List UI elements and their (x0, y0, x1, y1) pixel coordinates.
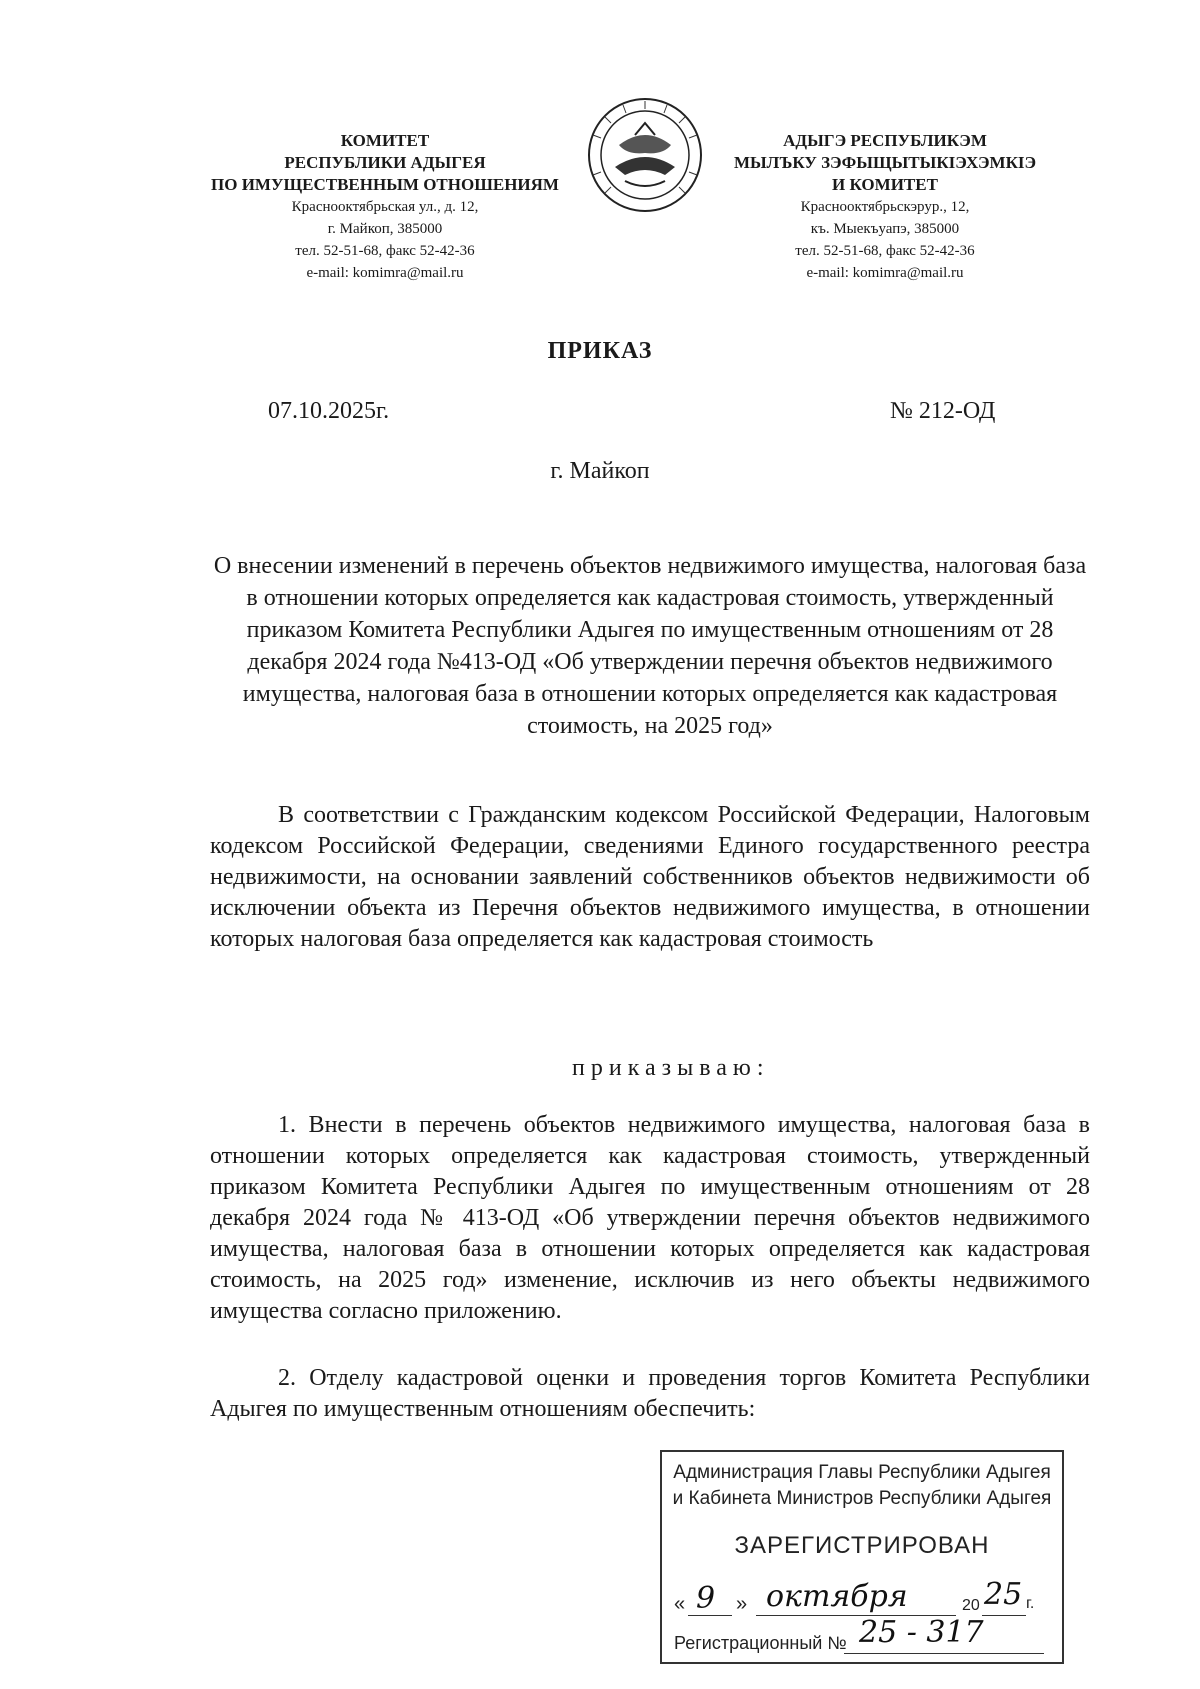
registration-stamp (660, 1450, 1064, 1664)
order-item-2: 2. Отделу кадастровой оценки и проведения торгов Комитета Республики Адыгея по имущественным отношениям обеспечить: (210, 1365, 1090, 1422)
stamp-authority-line: и Кабинета Министров Республики Адыгея (672, 1488, 1052, 1509)
intro-paragraph: В соответствии с Гражданским кодексом Российской Федерации, Налоговым кодексом Российской Федерации, сведениями Единого государственного реестра недвижимости, на основании заявлений собственников объектов недвижимости об исключении объекта из Перечня объектов недвижимого имущества, в отношении которых налоговая база определяется как кадастровая стоимость (210, 802, 1090, 952)
underline (844, 1653, 1044, 1654)
header-left-block (190, 130, 580, 284)
order-date: 07.10.2025г. (268, 398, 390, 424)
org-name-line: ПО ИМУЩЕСТВЕННЫМ ОТНОШЕНИЯМ (211, 175, 559, 194)
stamp-close-quote: » (736, 1593, 748, 1615)
email: e-mail: komimra@mail.ru (306, 265, 464, 281)
phone: тел. 52-51-68, факс 52-42-36 (295, 243, 475, 259)
phone: тел. 52-51-68, факс 52-42-36 (795, 243, 975, 259)
stamp-year-letter: г. (1026, 1595, 1035, 1612)
address: Краснооктябрьская ул., д. 12, (291, 199, 479, 215)
stamp-year-prefix: 20 (962, 1597, 980, 1614)
command-text: приказываю: (572, 1055, 770, 1081)
order-title: ПРИКАЗ (547, 338, 653, 364)
stamp-authority-line: Администрация Главы Республики Адыгея (673, 1462, 1051, 1483)
stamp-reg-number: 25 - 317 (859, 1615, 984, 1650)
order-city: г. Майкоп (550, 458, 650, 484)
org-name-line: РЕСПУБЛИКИ АДЫГЕЯ (284, 153, 486, 172)
order-item-1: 1. Внести в перечень объектов недвижимого имущества, налоговая база в отношении которых определяется как кадастровая стоимость, утвержденный приказом Комитета Республики Адыгея по имущественным отношениям от 28 декабря 2024 года № 413-ОД «Об утверждении перечня объектов недвижимого имущества, налоговая база в отношении которых определяется как кадастровая стоимость, на 2025 год» изменение, исключив из него объекты недвижимого имущества согласно приложению. (210, 1112, 1090, 1324)
stamp-month: октября (766, 1579, 908, 1614)
email: e-mail: komimra@mail.ru (806, 265, 964, 281)
republic-coat-of-arms-icon (585, 95, 705, 215)
underline (688, 1615, 732, 1616)
org-name-line: КОМИТЕТ (340, 131, 430, 150)
address: Краснооктябрьскэрур., 12, (800, 199, 970, 215)
stamp-registration-row (674, 1615, 1054, 1657)
stamp-year-suffix: 25 (984, 1577, 1023, 1612)
order-subject: О внесении изменений в перечень объектов недвижимого имущества, налоговая база в отношении которых определяется как кадастровая стоимость, утвержденный приказом Комитета Республики Адыгея по имущественным отношениям от 28 декабря 2024 года №413-ОД «Об утверждении перечня объектов недвижимого имущества, налоговая база в отношении которых определяется как кадастровая стоимость, на 2025 год» (213, 553, 1087, 739)
city: къ. Мыекъуапэ, 385000 (810, 221, 960, 237)
city: г. Майкоп, 385000 (327, 221, 443, 237)
order-number: № 212-ОД (890, 398, 996, 424)
org-name-line: АДЫГЭ РЕСПУБЛИКЭМ (783, 131, 987, 150)
underline (982, 1615, 1026, 1616)
stamp-title: ЗАРЕГИСТРИРОВАН (734, 1532, 990, 1559)
org-name-line: МЫЛЪКУ ЗЭФЫЩЫТЫКIЭХЭМКIЭ (733, 153, 1037, 172)
org-name-line: И КОМИТЕТ (832, 175, 938, 194)
stamp-open-quote: « (674, 1593, 686, 1615)
header-right-block (700, 130, 1070, 284)
stamp-reg-label: Регистрационный № (674, 1633, 847, 1653)
stamp-day: 9 (696, 1581, 716, 1616)
